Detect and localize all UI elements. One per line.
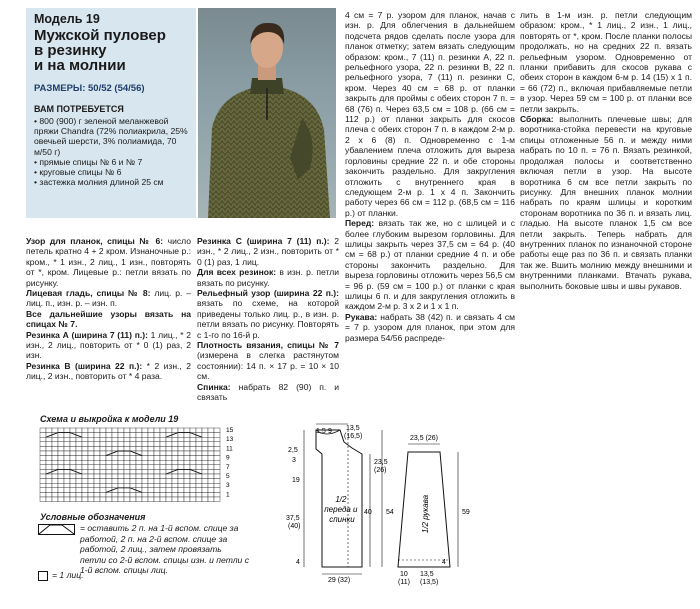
- term: Для всех резинок:: [197, 267, 277, 278]
- text: (измерена в слегка растянутом состоянии): 14 п. × 17 р. = 10 × 10 см.: [197, 350, 339, 382]
- dim-label: 54: [386, 509, 394, 516]
- dim-label: 37,5: [286, 515, 300, 522]
- term: Лицевая гладь, спицы № 8:: [26, 288, 151, 299]
- term: Спинка:: [197, 381, 231, 392]
- text: 2 изн., * 2 лиц., 2 изн., повторить от * 0 (1) раз, 1 лиц.: [197, 236, 339, 267]
- dim-label: 23,5: [374, 459, 388, 466]
- term: Все дальнейшие узоры вязать на спицах № 7.: [26, 308, 191, 330]
- dim-label: (26): [374, 467, 387, 474]
- text: 4 см = 7 р. узором для планок, начав с изн. р. Для облегчения в дальнейшем подсчета рядов сделать после узора для планок отметку; затем вязать следующим образом: кром., 7 (11) п. резинки А, 22 п. рельефного узора, 22 п. резинки В, 22 п. рельефного узора, 7 (11) п. резинки С, кром. Через 40 см = 68 р. от планки закрыть для проймы с обеих сторон 7 п. = 68 (76) п. Через 63,5 см = 108 р. (66 см = 112 р.) от планки закрыть для скосов плеча с обеих сторон 7 п. в каждом 2-м р. 2 х 6 (8) п. Одновременно с 1-м убавлением плеча отложить для выреза горловины средние 22 п. и обе стороны закончить раздельно. Для закругления отложить с внутреннего края в следующем 2-м р. 1 х 4 п. Закончить работу через 66 см = 112 р. (68,5 см = 116 р.) от планки.: [345, 10, 515, 218]
- term: Сборка:: [520, 114, 554, 125]
- paragraph: [520, 10, 692, 114]
- dim-label: (40): [288, 523, 301, 530]
- dim-label: 13,5: [346, 425, 360, 432]
- sizes-label: РАЗМЕРЫ:: [34, 83, 86, 94]
- dim-label: 59: [462, 509, 470, 516]
- term: Рельефный узор (ширина 22 п.):: [197, 288, 339, 299]
- dim-label: (13,5): [420, 579, 439, 586]
- model-number: Модель 19: [34, 12, 100, 26]
- text: лиц. р. – лиц. п., изн. р. – изн. п.: [26, 288, 191, 309]
- dim-label: 1,5: [316, 428, 326, 435]
- model-title: [34, 28, 196, 73]
- text: набрать 38 (42) п. и связать 4 см = 7 р. узором для планок, при этом для размера 54/56 распреде-: [345, 311, 515, 343]
- dim-label: 3: [292, 457, 296, 464]
- text: выполнить плечевые швы; для воротника-стойка перевести на круговые спицы отложенные 56 п. и между ними набрать по 10 п. = 76 п. Вязать резинкой, продолжая полосы и соответственно включая петли в узор. На высоте воротника 6 см все петли закрыть по рисунку. Для внешних планок молнии набрать по краям шлицы и коротким сторонам воротника по 36 п. и вязать лиц. гладью. На высоте планок 1,5 см все петли закрыть. Теперь набрать для внутренних планок по изнаночной стороне работы еще раз по 36 п. и связать планки так же. Вшить молнию между внешними и внутренними планками. Втачать рукава, выполнить боковые швы и швы рукавов.: [520, 114, 692, 291]
- text: 1 лиц., * 2 изн., 2 лиц., повторить от * 0 (1) раз, 2 изн.: [26, 329, 191, 361]
- row-number: 3: [226, 482, 230, 490]
- sleeve-label: 1/2 рукава: [421, 494, 430, 534]
- row-number: 11: [226, 445, 233, 453]
- sizes: [34, 83, 196, 94]
- dim-label: 4: [442, 559, 446, 566]
- term: Рукава:: [345, 311, 378, 322]
- dim-label: 40: [364, 509, 372, 516]
- man-in-sweater-image: [198, 8, 336, 218]
- term: Резинка А (ширина 7 (11) п.):: [26, 329, 148, 340]
- row-number: 13: [226, 436, 234, 444]
- material-item: • застежка молния длиной 25 см: [34, 177, 164, 188]
- paragraph: [26, 361, 191, 382]
- row-number: 5: [226, 473, 230, 480]
- info-panel: [26, 8, 196, 218]
- legend-heading: Условные обозначения: [40, 512, 146, 522]
- paragraph: [345, 10, 515, 218]
- term: Перед:: [345, 218, 375, 229]
- chart-row-numbers: [226, 427, 234, 498]
- knitting-chart: [38, 426, 248, 506]
- dim-label: 9: [328, 428, 332, 435]
- legend-cable-text: = оставить 2 п. на 1-й вспом. спице за работой, 2 п. на 2-й вспом. спице за работой, 2 лиц., затем провязать петли со 2-й вспом. спицы изн. и петли с 1-й вспом. спицы лиц.: [80, 523, 250, 576]
- instructions-column-3: [345, 10, 515, 343]
- text: число петель кратно 4 + 2 кром. Изнаночные р.: кром., * 1 изн., 2 лиц., 1 изн., повторять от *, кром. Лицевые р.: петли вязать по рисунку.: [26, 236, 191, 288]
- term: Резинка В (ширина 22 п.):: [26, 360, 143, 371]
- text: в изн. р. петли вязать по рисунку.: [197, 267, 339, 288]
- text: * 2 изн., 2 лиц., 2 изн., повторить от * 4 раза.: [26, 360, 191, 382]
- body-pattern: [282, 422, 482, 587]
- text: вязать так же, но с шлицей и с более глубоким вырезом горловины. Для шлицы закрыть через 37,5 см = 64 р. (40 см = 68 р.) от планки средние 4 п. и обе стороны закончить раздельно. Для выреза горловины отложить через 56,5 см = 96 р. (59 см = 100 р.) от планки с края шлицы 6 п. и для закругления отложить в каждом 2-м р. 3 х 2 и 1 х 1 п.: [345, 218, 515, 312]
- term: Узор для планок, спицы № 6:: [26, 236, 164, 246]
- knit-stitch-symbol-icon: [38, 571, 48, 581]
- title-line: и на молнии: [34, 57, 126, 74]
- material-item: • 800 (900) г зеленой меланжевой пряжи Chandra (72% полиакрила, 25% овечьей шерсти, 3% полиамида, 70 м/50 г): [34, 116, 188, 157]
- paragraph: [197, 267, 339, 288]
- paragraph: [197, 288, 339, 340]
- material-item: • прямые спицы № 6 и № 7: [34, 156, 143, 167]
- dim-label: (11): [398, 579, 410, 586]
- materials-heading: ВАМ ПОТРЕБУЕТСЯ: [34, 104, 124, 114]
- text: вязать по схеме, на которой приведены только лиц. р., в изн. р. петли вязать по рисунку. Повторять с 1-го по 16-й р.: [197, 298, 339, 340]
- paragraph: [345, 218, 515, 312]
- term: Резинка С (ширина 7 (11) п.):: [197, 236, 330, 246]
- material-item: • круговые спицы № 6: [34, 167, 122, 178]
- chart-grid: [40, 428, 220, 502]
- dim-label: 2,5: [288, 447, 298, 454]
- instructions-column-4: [520, 10, 692, 291]
- dim-label: (16,5): [344, 433, 363, 440]
- paragraph: [197, 340, 339, 382]
- row-number: 15: [226, 427, 234, 434]
- paragraph: [197, 236, 339, 267]
- front-back-label: 1/2 переда и спинки: [324, 495, 358, 524]
- row-number: 9: [226, 454, 230, 462]
- dim-label: 19: [292, 477, 300, 484]
- paragraph: [26, 236, 191, 288]
- cable-symbol-icon: [38, 524, 76, 536]
- dim-label: 13,5: [420, 571, 434, 578]
- dim-label: 4: [296, 559, 300, 566]
- title-line: в резинку: [34, 42, 107, 59]
- legend-knit-text: = 1 лиц.: [52, 570, 84, 580]
- row-number: 7: [226, 463, 230, 471]
- paragraph: [26, 330, 191, 361]
- instructions-column-2: [197, 236, 339, 403]
- dim-label: 10: [400, 571, 408, 578]
- instructions-column-1: [26, 236, 191, 382]
- dim-label: 23,5 (26): [410, 435, 439, 442]
- sizes-value: 50/52 (54/56): [88, 83, 145, 94]
- paragraph: [26, 288, 191, 309]
- paragraph: [26, 309, 191, 330]
- text: набрать 82 (90) п. и связать: [197, 381, 339, 403]
- text: лить в 1-м изн. р. петли следующим образом: кром., * 1 лиц., 2 изн., 1 лиц., повторять от *, кром. После планки полосы продолжать, но на средних 22 п. вязать рельефным узором. Одновременно от планки прибавить для скосов рукава с обеих сторон в каждом 6-м р. 14 (15) х 1 п. = 66 (72) п., включая прибавляемые петли в узор. Через 59 см = 100 р. от планки все петли закрыть.: [520, 10, 692, 114]
- paragraph: [345, 312, 515, 343]
- term: Плотность вязания, спицы № 7: [197, 340, 339, 351]
- dim-label: 29 (32): [328, 577, 351, 584]
- title-line: Мужской пуловер: [34, 27, 166, 44]
- paragraph: [197, 382, 339, 403]
- paragraph: [520, 114, 692, 291]
- schema-title: Схема и выкройка к модели 19: [40, 414, 179, 424]
- model-photo: [198, 8, 336, 218]
- row-number: 1: [226, 491, 230, 499]
